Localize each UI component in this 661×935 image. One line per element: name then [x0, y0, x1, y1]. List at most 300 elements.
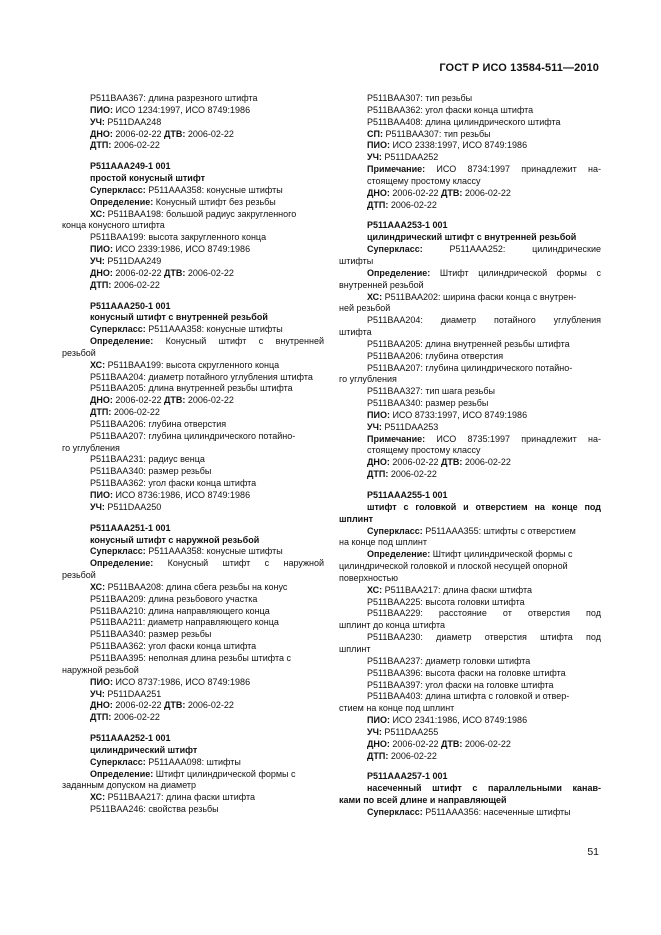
text-line	[339, 632, 601, 644]
label-bold: Примечание:	[367, 433, 426, 444]
text-span: P511BAA206: глубина отверстия	[90, 418, 227, 429]
text-line	[62, 570, 324, 582]
label-bold: P511AAA250-1 001	[90, 300, 171, 311]
label-bold: СП:	[367, 128, 383, 139]
text-span: шплинт	[339, 643, 371, 654]
label-bold: ДТВ:	[163, 267, 186, 278]
text-span: P511DAA252	[381, 152, 439, 163]
label-bold: ДТВ:	[440, 738, 463, 749]
text-line	[62, 372, 324, 384]
text-line	[339, 422, 601, 434]
text-line	[339, 537, 601, 549]
text-span: P511BAA229: расстояние от отверстия под	[367, 608, 601, 619]
label-bold: ДНО:	[90, 700, 113, 711]
text-span: P511BAA210: длина направляющего конца	[90, 605, 270, 616]
text-span: 2006-02-22	[389, 187, 441, 198]
text-line	[62, 629, 324, 641]
text-line	[62, 140, 324, 152]
text-line	[339, 620, 601, 632]
label-bold: ДНО:	[367, 187, 390, 198]
label-bold: ДТВ:	[440, 457, 463, 468]
text-line	[339, 771, 601, 783]
label-bold: УЧ:	[367, 152, 382, 163]
entry-gap	[62, 152, 324, 161]
text-line	[339, 445, 601, 457]
text-span: P511BAA205: длина внутренней резьбы штифта	[367, 338, 570, 349]
text-span: P511BAA202: ширина фаски конца с внутрен-	[382, 291, 577, 302]
text-span: 2006-02-22	[111, 407, 160, 418]
text-span: поверхностью	[339, 572, 399, 583]
label-bold: ПИО:	[367, 409, 390, 420]
text-line	[62, 173, 324, 185]
text-span: на конце под шплинт	[339, 537, 427, 548]
text-line	[339, 656, 601, 668]
text-span: ИСО 1234:1997, ИСО 8749:1986	[112, 104, 251, 115]
text-line	[339, 469, 601, 481]
label-bold: ДТП:	[90, 407, 112, 418]
text-span: 2006-02-22	[462, 457, 511, 468]
text-line	[339, 434, 601, 446]
text-span: P511AAA098: штифты	[145, 756, 241, 767]
label-bold: конусный штифт с внутренней резьбой	[90, 312, 268, 323]
text-span: P511BAA207: глубина цилиндрического потайно-	[367, 362, 573, 373]
text-span: P511DAA253	[381, 421, 439, 432]
text-line	[339, 514, 601, 526]
text-line	[339, 703, 601, 715]
text-line	[62, 523, 324, 535]
text-span: Штифт цилиндрической формы с	[153, 768, 296, 779]
text-span: 2006-02-22	[388, 750, 437, 761]
text-span: наружной резьбой	[62, 664, 139, 675]
label-bold: Примечание:	[367, 164, 426, 175]
text-span: ИСО 2341:1986, ИСО 8749:1986	[389, 715, 528, 726]
text-span: P511DAA251	[104, 688, 162, 699]
label-bold: насеченный штифт с параллельными канав-	[367, 783, 601, 794]
text-span: штифта	[339, 327, 372, 338]
text-line	[339, 117, 601, 129]
text-span: P511AAA252: цилиндрические	[422, 244, 601, 255]
text-span: заданным допуском на диаметр	[62, 780, 197, 791]
label-bold: ками по всей длине и направляющей	[339, 795, 507, 806]
text-line	[62, 490, 324, 502]
text-line	[339, 105, 601, 117]
text-span: 2006-02-22	[112, 128, 164, 139]
text-line	[62, 324, 324, 336]
text-line	[339, 807, 601, 819]
label-bold: P511AAA257-1 001	[367, 771, 448, 782]
text-line	[62, 502, 324, 514]
text-line	[62, 558, 324, 570]
text-span: Конусный штифт с наружной	[153, 558, 324, 569]
text-span: P511DAA249	[104, 255, 162, 266]
label-bold: ДТВ:	[440, 187, 463, 198]
text-span: резьбой	[62, 347, 96, 358]
text-span: штифты	[339, 255, 374, 266]
text-span: Штифт цилиндрической формы с	[430, 267, 601, 278]
text-span: P511AAA358: конусные штифты	[145, 184, 283, 195]
text-line	[62, 105, 324, 117]
text-line	[62, 792, 324, 804]
label-bold: Суперкласс:	[367, 806, 423, 817]
text-span: P511BAA362: угол фаски конца штифта	[90, 478, 257, 489]
entry-gap	[339, 211, 601, 220]
text-span: P511BAA307: тип резьбы	[367, 93, 473, 103]
text-span: ИСО 8733:1997, ИСО 8749:1986	[389, 409, 528, 420]
text-span: 2006-02-22	[112, 700, 164, 711]
text-line	[62, 535, 324, 547]
label-bold: Суперкласс:	[367, 244, 423, 255]
label-bold: Определение:	[367, 267, 431, 278]
text-span: го углубления	[339, 374, 397, 385]
text-line	[339, 739, 601, 751]
right-column	[339, 93, 601, 819]
text-line	[339, 585, 601, 597]
entry-gap	[62, 724, 324, 733]
text-line	[339, 220, 601, 232]
text-span: ИСО 8734:1997 принадлежит на-	[425, 164, 601, 175]
text-span: P511AAA356: насеченные штифты	[422, 806, 571, 817]
label-bold: Определение:	[90, 336, 154, 347]
text-span: 2006-02-22	[185, 395, 234, 406]
text-line	[62, 419, 324, 431]
text-line	[339, 280, 601, 292]
text-line	[339, 526, 601, 538]
text-span: 2006-02-22	[111, 712, 160, 723]
text-span: ИСО 8736:1986, ИСО 8749:1986	[112, 490, 251, 500]
text-span: P511BAA211: диаметр направляющего конца	[90, 617, 279, 628]
entry-gap	[62, 292, 324, 301]
text-line	[62, 606, 324, 618]
label-bold: ПИО:	[367, 140, 390, 151]
text-span: ИСО 8737:1986, ИСО 8749:1986	[112, 676, 251, 687]
label-bold: ХС:	[90, 581, 106, 592]
text-span: стием на конце под шплинт	[339, 703, 455, 714]
label-bold: ПИО:	[90, 490, 113, 500]
text-span: 2006-02-22	[462, 738, 511, 749]
label-bold: P511AAA253-1 001	[367, 220, 448, 231]
text-span: P511DAA248	[104, 116, 162, 127]
text-line	[62, 431, 324, 443]
text-span: Конусный штифт без резьбы	[153, 196, 276, 207]
text-span: P511BAA403: длина штифта с головкой и отвер-	[367, 691, 570, 702]
label-bold: Определение:	[367, 549, 431, 560]
label-bold: Суперкласс:	[90, 184, 146, 195]
text-span: 2006-02-22	[389, 738, 441, 749]
text-span: ИСО 2339:1986, ИСО 8749:1986	[112, 244, 251, 255]
text-line	[339, 795, 601, 807]
text-span: P511BAA199: высота скругленного конца	[105, 359, 280, 370]
text-span: P511BAA204: диаметр потайного углубления штифта	[90, 371, 313, 382]
text-span: резьбой	[62, 570, 96, 581]
text-line	[62, 220, 324, 232]
entry-gap	[339, 481, 601, 490]
text-span: конца конусного штифта	[62, 220, 165, 231]
text-line	[339, 457, 601, 469]
label-bold: УЧ:	[367, 726, 382, 737]
text-line	[339, 188, 601, 200]
label-bold: P511AAA251-1 001	[90, 522, 171, 533]
text-span: внутренней резьбой	[339, 279, 424, 290]
text-line	[339, 549, 601, 561]
text-span: 2006-02-22	[388, 469, 437, 480]
text-line	[339, 292, 601, 304]
text-span: ИСО 2338:1997, ИСО 8749:1986	[389, 140, 528, 151]
label-bold: P511AAA249-1 001	[90, 161, 171, 172]
label-bold: ДТП:	[90, 279, 112, 290]
text-line	[62, 395, 324, 407]
text-span: P511AAA358: конусные штифты	[145, 546, 283, 557]
label-bold: простой конусный штифт	[90, 173, 206, 184]
text-span: 2006-02-22	[112, 267, 164, 278]
text-line	[339, 691, 601, 703]
label-bold: ДНО:	[90, 128, 113, 139]
text-span: P511BAA217: длина фаски штифта	[105, 792, 256, 803]
label-bold: Суперкласс:	[90, 546, 146, 557]
left-column	[62, 93, 324, 816]
text-span: Штифт цилиндрической формы с	[430, 549, 573, 560]
text-span: стоящему простому классу	[367, 175, 481, 186]
label-bold: ДНО:	[367, 457, 390, 468]
label-bold: ПИО:	[90, 104, 113, 115]
label-bold: Суперкласс:	[90, 324, 146, 335]
label-bold: P511AAA252-1 001	[90, 733, 171, 744]
text-span: P511AAA355: штифты с отверстием	[422, 525, 576, 536]
text-line	[62, 689, 324, 701]
text-line	[339, 490, 601, 502]
text-span: P511BAA367: длина разрезного штифта	[90, 93, 258, 103]
label-bold: УЧ:	[90, 501, 105, 512]
text-span: P511BAA408: длина цилиндрического штифта	[367, 116, 561, 127]
text-line	[339, 339, 601, 351]
text-span: P511BAA340: размер резьбы	[90, 466, 212, 477]
label-bold: ДТП:	[90, 140, 112, 151]
text-span: ней резьбой	[339, 303, 391, 314]
text-line	[339, 200, 601, 212]
text-line	[62, 129, 324, 141]
text-span: P511BAA217: длина фаски штифта	[382, 584, 533, 595]
label-bold: P511AAA255-1 001	[367, 490, 448, 500]
text-line	[339, 608, 601, 620]
text-span: P511BAA362: угол фаски конца штифта	[367, 104, 534, 115]
label-bold: цилиндрический штифт	[90, 744, 198, 755]
text-line	[62, 93, 324, 105]
entry-gap	[62, 514, 324, 523]
label-bold: ХС:	[367, 584, 383, 595]
text-line	[62, 653, 324, 665]
text-span: цилиндрической головкой и плоской несущей опорной	[339, 561, 568, 572]
text-line	[339, 386, 601, 398]
label-bold: УЧ:	[90, 116, 105, 127]
text-span: 2006-02-22	[388, 199, 437, 210]
label-bold: Определение:	[90, 196, 154, 207]
text-line	[62, 443, 324, 455]
text-span: P511AAA358: конусные штифты	[145, 324, 283, 335]
label-bold: ДТП:	[367, 199, 389, 210]
text-line	[62, 197, 324, 209]
label-bold: Определение:	[90, 768, 154, 779]
text-line	[339, 644, 601, 656]
text-line	[62, 677, 324, 689]
text-line	[62, 665, 324, 677]
text-span: 2006-02-22	[185, 700, 234, 711]
label-bold: Суперкласс:	[90, 756, 146, 767]
label-bold: ДТП:	[367, 469, 389, 480]
text-line	[339, 398, 601, 410]
text-line	[62, 348, 324, 360]
text-line	[339, 256, 601, 268]
text-line	[339, 561, 601, 573]
text-line	[62, 312, 324, 324]
text-span: ИСО 8735:1997 принадлежит на-	[425, 433, 601, 444]
text-span: 2006-02-22	[389, 457, 441, 468]
text-line	[339, 751, 601, 763]
text-line	[62, 641, 324, 653]
text-line	[339, 597, 601, 609]
text-span: P511BAA395: неполная длина резьбы штифта с	[90, 652, 291, 663]
text-line	[339, 351, 601, 363]
text-line	[339, 244, 601, 256]
label-bold: ХС:	[90, 359, 106, 370]
text-line	[62, 700, 324, 712]
text-line	[339, 727, 601, 739]
label-bold: ДНО:	[90, 267, 113, 278]
text-line	[339, 410, 601, 422]
text-span: Конусный штифт с внутренней	[153, 336, 324, 347]
label-bold: штифт с головкой и отверстием на конце под	[367, 501, 601, 512]
text-line	[339, 374, 601, 386]
text-line	[339, 668, 601, 680]
text-line	[62, 185, 324, 197]
label-bold: ХС:	[90, 792, 106, 803]
label-bold: ДТП:	[90, 712, 112, 723]
text-line	[62, 769, 324, 781]
text-line	[339, 327, 601, 339]
text-line	[339, 783, 601, 795]
text-line	[62, 360, 324, 372]
text-line	[62, 804, 324, 816]
text-span: P511BAA225: высота головки штифта	[367, 596, 525, 607]
text-line	[62, 617, 324, 629]
label-bold: ПИО:	[90, 244, 113, 255]
text-span: P511BAA231: радиус венца	[90, 454, 205, 465]
label-bold: ПИО:	[367, 715, 390, 726]
text-line	[62, 268, 324, 280]
text-span: P511BAA208: длина сбега резьбы на конус	[105, 581, 288, 592]
text-line	[339, 176, 601, 188]
text-line	[339, 140, 601, 152]
text-line	[62, 209, 324, 221]
text-span: P511BAA199: высота закругленного конца	[90, 232, 267, 243]
text-span: P511BAA198: большой радиус закругленного	[105, 208, 297, 219]
text-line	[62, 301, 324, 313]
text-line	[62, 712, 324, 724]
text-line	[339, 573, 601, 585]
text-line	[62, 780, 324, 792]
text-span: P511BAA205: длина внутренней резьбы штифта	[90, 383, 293, 394]
text-line	[62, 466, 324, 478]
text-span: P511BAA397: угол фаски на головке штифта	[367, 679, 554, 690]
text-line	[62, 232, 324, 244]
text-span: P511BAA327: тип шага резьбы	[367, 386, 495, 397]
label-bold: ПИО:	[90, 676, 113, 687]
text-line	[62, 454, 324, 466]
text-span: P511BAA206: глубина отверстия	[367, 350, 504, 361]
text-line	[339, 363, 601, 375]
text-span: P511BAA246: свойства резьбы	[90, 804, 219, 815]
label-bold: Определение:	[90, 558, 154, 569]
label-bold: ДТВ:	[163, 395, 186, 406]
text-span: P511DAA250	[104, 501, 162, 512]
text-line	[62, 161, 324, 173]
text-span: 2006-02-22	[111, 279, 160, 290]
text-span: P511BAA340: размер резьбы	[90, 629, 212, 640]
text-line	[339, 303, 601, 315]
text-span: 2006-02-22	[185, 267, 234, 278]
text-span: P511DAA255	[381, 726, 439, 737]
text-span: стоящему простому классу	[367, 445, 481, 456]
label-bold: конусный штифт с наружной резьбой	[90, 534, 260, 545]
text-line	[339, 268, 601, 280]
text-span: 2006-02-22	[111, 140, 160, 151]
label-bold: ДНО:	[367, 738, 390, 749]
label-bold: УЧ:	[367, 421, 382, 432]
text-line	[339, 232, 601, 244]
text-line	[339, 715, 601, 727]
text-span: P511BAA207: глубина цилиндрического потайно-	[90, 430, 296, 441]
label-bold: ХС:	[367, 291, 383, 302]
text-span: P511BAA230: диаметр отверстия штифта под	[367, 632, 601, 643]
label-bold: цилиндрический штифт с внутренней резьбой	[367, 232, 577, 243]
text-line	[62, 594, 324, 606]
text-span: P511BAA362: угол фаски конца штифта	[90, 641, 257, 652]
text-line	[62, 582, 324, 594]
text-span: P511BAA307: тип резьбы	[382, 128, 491, 139]
text-span: го углубления	[62, 442, 120, 453]
text-line	[339, 315, 601, 327]
label-bold: ДТВ:	[163, 700, 186, 711]
text-line	[62, 733, 324, 745]
text-line	[339, 93, 601, 105]
page-number: 51	[587, 846, 599, 858]
text-span: P511BAA340: размер резьбы	[367, 398, 489, 409]
text-span: P511BAA204: диаметр потайного углубления	[367, 315, 601, 326]
text-line	[62, 745, 324, 757]
text-line	[339, 502, 601, 514]
label-bold: УЧ:	[90, 255, 105, 266]
document-header: ГОСТ Р ИСО 13584-511—2010	[439, 62, 599, 74]
text-span: шплинт до конца штифта	[339, 620, 446, 631]
text-line	[62, 478, 324, 490]
text-span: 2006-02-22	[462, 187, 511, 198]
text-line	[62, 383, 324, 395]
text-line	[339, 129, 601, 141]
text-line	[62, 280, 324, 292]
text-line	[62, 757, 324, 769]
label-bold: ХС:	[90, 208, 106, 219]
text-span: P511BAA209: длина резьбового участка	[90, 593, 258, 604]
text-span: 2006-02-22	[112, 395, 164, 406]
text-line	[339, 164, 601, 176]
text-line	[62, 244, 324, 256]
text-span: 2006-02-22	[185, 128, 234, 139]
label-bold: шплинт	[339, 513, 374, 524]
label-bold: УЧ:	[90, 688, 105, 699]
label-bold: ДТВ:	[163, 128, 186, 139]
text-line	[62, 546, 324, 558]
entry-gap	[339, 762, 601, 771]
text-line	[62, 336, 324, 348]
text-line	[62, 117, 324, 129]
